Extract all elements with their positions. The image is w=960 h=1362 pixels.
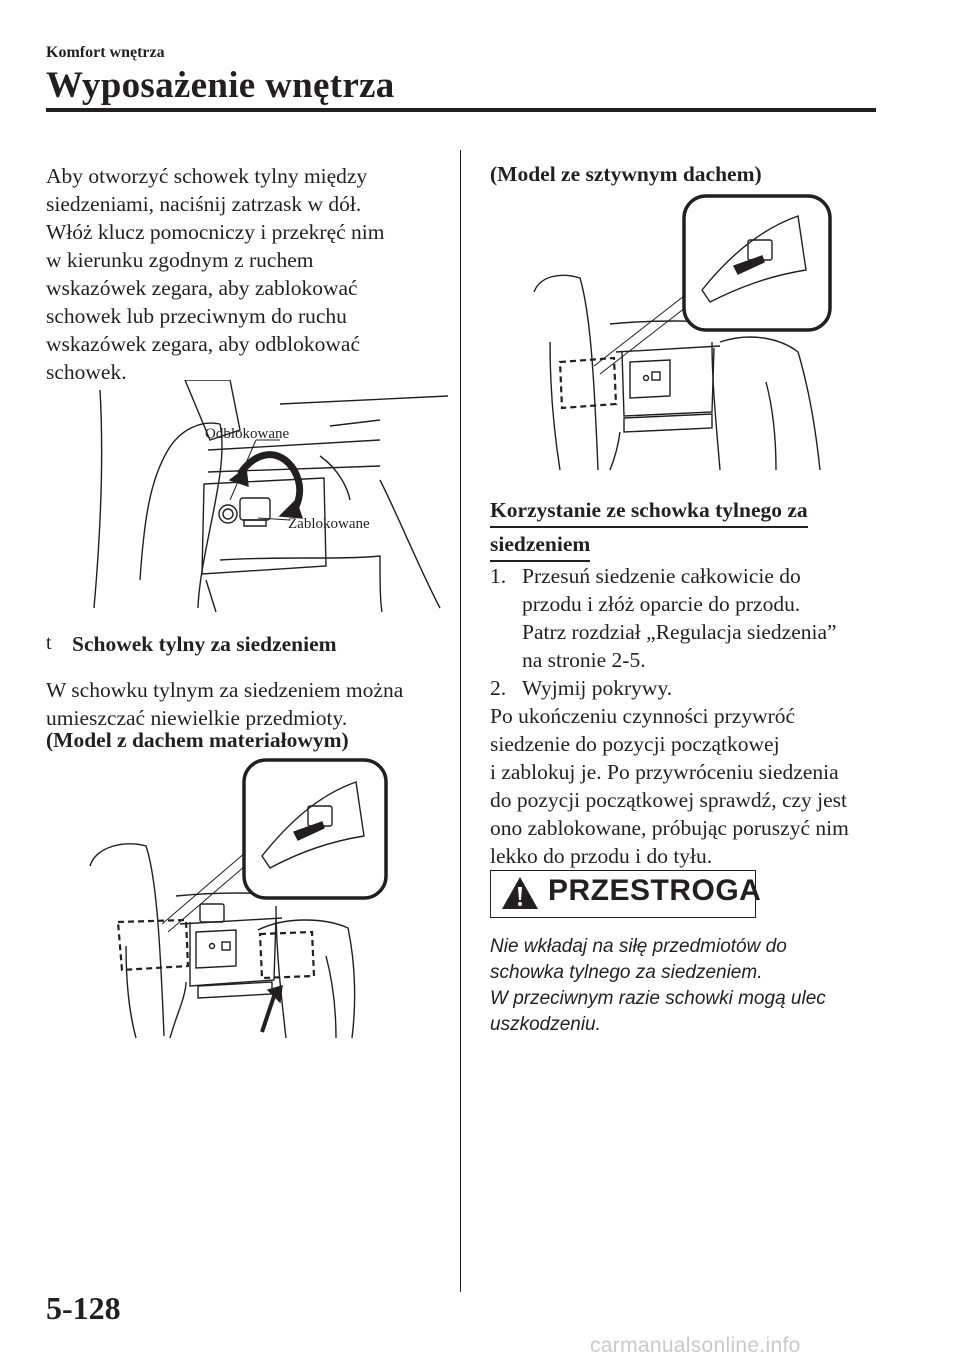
step-number: 1. bbox=[490, 564, 507, 588]
after-line: siedzenie do pozycji początkowej bbox=[490, 732, 780, 756]
intro-line: w kierunku zgodnym z ruchem bbox=[46, 248, 314, 272]
after-line: Po ukończeniu czynności przywróć bbox=[490, 704, 796, 728]
after-line: ono zablokowane, próbując poruszyć nim bbox=[490, 816, 849, 840]
storage-paragraph bbox=[46, 676, 446, 732]
caution-line: W przeciwnym razie schowki mogą ulec bbox=[490, 988, 826, 1009]
intro-line: schowek lub przeciwnym do ruchu bbox=[46, 304, 347, 328]
intro-line: Aby otworzyć schowek tylny między bbox=[46, 164, 368, 188]
caution-line: Nie wkładaj na siłę przedmiotów do bbox=[490, 936, 787, 957]
caution-text bbox=[490, 934, 880, 1038]
watermark: carmanualsonline.info bbox=[590, 1334, 801, 1357]
intro-line: siedzeniami, naciśnij zatrzask w dół. bbox=[46, 192, 362, 216]
page-number: 5-128 bbox=[46, 1290, 121, 1326]
storage-heading: Schowek tylny za siedzeniem bbox=[72, 632, 337, 656]
after-line: i zablokuj je. Po przywróceniu siedzenia bbox=[490, 760, 839, 784]
model-hard-top-label: (Model ze sztywnym dachem) bbox=[490, 162, 762, 186]
title-rule bbox=[46, 108, 876, 112]
step-number: 2. bbox=[490, 676, 507, 700]
intro-line: schowek. bbox=[46, 360, 127, 384]
steps-list bbox=[490, 562, 880, 702]
after-paragraph bbox=[490, 702, 880, 870]
step-line: Patrz rozdział „Regulacja siedzenia” bbox=[522, 620, 837, 644]
after-line: lekko do przodu i do tyłu. bbox=[490, 844, 713, 868]
label-locked: Zablokowane bbox=[288, 516, 370, 532]
caution-label: PRZESTROGA bbox=[548, 874, 762, 907]
intro-line: wskazówek zegara, aby odblokować bbox=[46, 332, 361, 356]
intro-paragraph bbox=[46, 162, 446, 386]
caution-line: schowka tylnego za siedzeniem. bbox=[490, 962, 763, 983]
step-line: Wyjmij pokrywy. bbox=[522, 676, 673, 700]
column-divider bbox=[460, 150, 461, 1292]
caution-line: uszkodzeniu. bbox=[490, 1014, 601, 1035]
list-item bbox=[490, 674, 880, 702]
hard-top-seat-illustration bbox=[530, 192, 840, 472]
storage-line: W schowku tylnym za siedzeniem można bbox=[46, 678, 404, 702]
bullet-marker: t bbox=[46, 632, 52, 654]
list-item bbox=[490, 562, 880, 674]
label-unlocked: Odblokowane bbox=[205, 426, 290, 442]
model-soft-top-label: (Model z dachem materiałowym) bbox=[46, 728, 349, 752]
section-label: Komfort wnętrza bbox=[46, 44, 165, 61]
intro-line: wskazówek zegara, aby zablokować bbox=[46, 276, 358, 300]
step-line: na stronie 2-5. bbox=[522, 648, 646, 672]
lock-illustration bbox=[80, 380, 450, 612]
after-line: do pozycji początkowej sprawdź, czy jest bbox=[490, 788, 848, 812]
storage-line: umieszczać niewielkie przedmioty. bbox=[46, 706, 348, 730]
warning-icon bbox=[500, 875, 540, 911]
step-line: przodu i złóż oparcie do przodu. bbox=[522, 592, 801, 616]
usage-heading-line: siedzeniem bbox=[490, 528, 590, 562]
intro-line: Włóż klucz pomocniczy i przekręć nim bbox=[46, 220, 385, 244]
usage-heading bbox=[490, 494, 830, 562]
page-title: Wyposażenie wnętrza bbox=[46, 65, 395, 106]
soft-top-seat-illustration bbox=[86, 756, 396, 1040]
step-line: Przesuń siedzenie całkowicie do bbox=[522, 564, 801, 588]
usage-heading-line: Korzystanie ze schowka tylnego za bbox=[490, 494, 808, 528]
